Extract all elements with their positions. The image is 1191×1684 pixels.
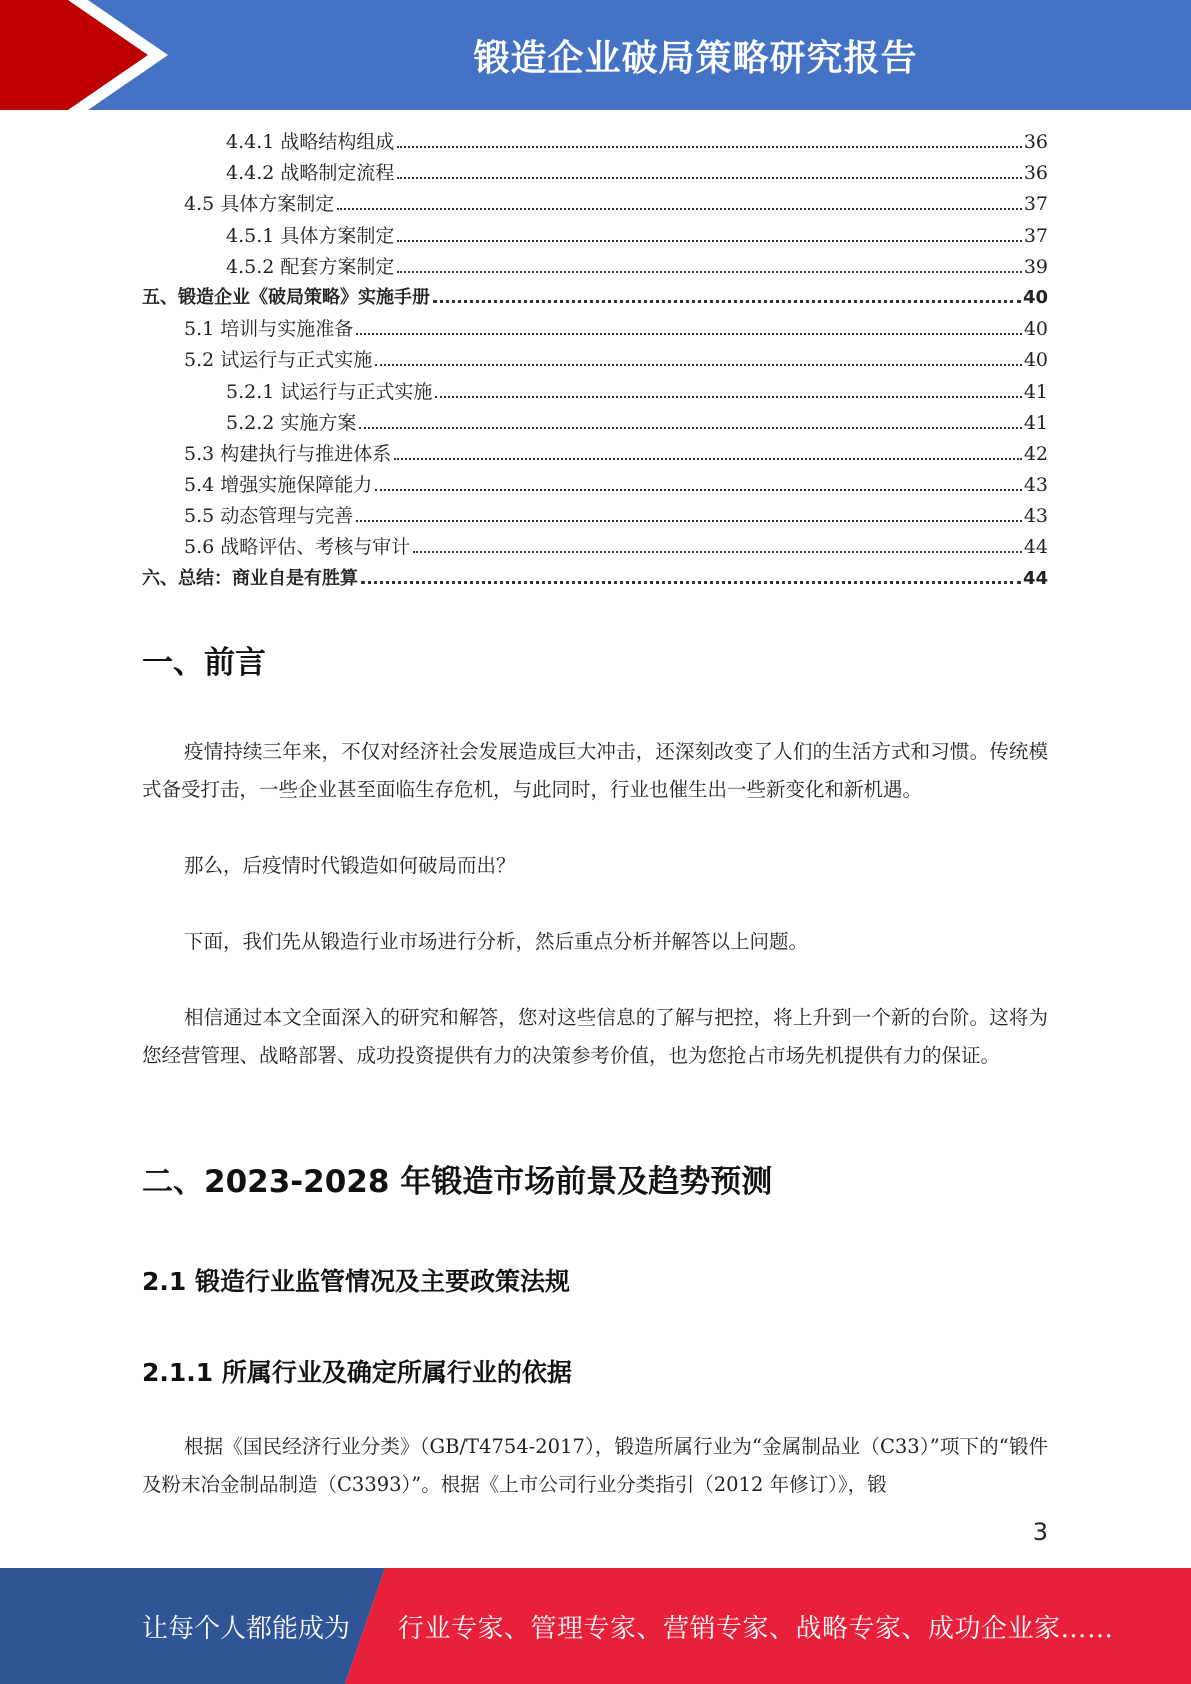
toc-leader-dots: [359, 427, 1021, 429]
paragraph-intro: 疫情持续三年来，不仅对经济社会发展造成巨大冲击，还深刻改变了人们的生活方式和习惯。传统模式备受打击，一些企业甚至面临生存危机，与此同时，行业也催生出一些新变化和新机遇。: [142, 740, 1048, 801]
toc-entry-page: 36: [1023, 162, 1048, 185]
toc-entry-page: 43: [1023, 505, 1048, 528]
toc-entry-page: 40: [1023, 318, 1048, 341]
toc-leader-dots: [397, 240, 1021, 242]
toc-leader-dots: [356, 520, 1022, 522]
toc-entry-label: 六、总结：商业自是有胜算: [142, 567, 358, 589]
toc-entry[interactable]: [142, 408, 1048, 439]
toc-entry[interactable]: [142, 501, 1048, 532]
toc-entry[interactable]: [142, 314, 1048, 345]
toc-entry-page: 44: [1022, 567, 1048, 589]
toc-leader-dots: [397, 177, 1021, 179]
toc-leader-dots: [375, 489, 1022, 491]
toc-entry-page: 40: [1023, 349, 1048, 372]
toc-entry[interactable]: [142, 283, 1048, 314]
toc-leader-dots: [361, 581, 1021, 584]
toc-entry-page: 44: [1023, 536, 1048, 559]
toc-entry[interactable]: [142, 377, 1048, 408]
toc-entry[interactable]: [142, 532, 1048, 563]
toc-entry-label: 5.1 培训与实施准备: [184, 318, 354, 341]
table-of-contents: [142, 127, 1048, 595]
toc-entry[interactable]: [142, 158, 1048, 189]
toc-entry[interactable]: [142, 127, 1048, 158]
toc-entry-page: 41: [1023, 411, 1048, 434]
paragraph-analysis: 下面，我们先从锻造行业市场进行分析，然后重点分析并解答以上问题。: [184, 930, 809, 953]
toc-entry-label: 5.2.2 实施方案: [226, 411, 357, 434]
paragraph-value: 相信通过本文全面深入的研究和解答，您对这些信息的了解与把控，将上升到一个新的台阶。这将为您经营管理、战略部署、成功投资提供有力的决策参考价值，也为您抢占市场先机提供有力的保证。: [142, 1006, 1048, 1067]
toc-entry[interactable]: [142, 221, 1048, 252]
toc-leader-dots: [337, 208, 1022, 210]
toc-entry-label: 5.2.1 试运行与正式实施: [226, 380, 433, 403]
toc-entry-page: 40: [1022, 286, 1048, 308]
heading-preface: 一、前言: [142, 645, 266, 681]
toc-entry[interactable]: [142, 564, 1048, 595]
header-title: 锻造企业破局策略研究报告: [473, 37, 918, 79]
toc-leader-dots: [356, 333, 1022, 335]
toc-entry[interactable]: [142, 189, 1048, 220]
footer-slogan-right: 行业专家、管理专家、营销专家、战略专家、成功企业家……: [398, 1613, 1114, 1644]
page-number: 3: [1032, 1518, 1048, 1546]
paragraph-industry-classification: 根据《国民经济行业分类》（GB/T4754-2017），锻造所属行业为“金属制品业（C33）”项下的“锻件及粉末冶金制品制造（C3393）”。根据《上市公司行业分类指引（2012 年修订）》，锻: [142, 1435, 1048, 1496]
toc-entry-page: 37: [1023, 224, 1048, 247]
toc-entry-label: 4.5 具体方案制定: [184, 193, 335, 216]
toc-entry-label: 4.5.2 配套方案制定: [226, 255, 395, 278]
toc-entry-page: 36: [1023, 131, 1048, 153]
toc-entry-label: 5.6 战略评估、考核与审计: [184, 536, 411, 559]
toc-leader-dots: [394, 458, 1022, 460]
toc-leader-dots: [375, 364, 1022, 366]
toc-entry-page: 39: [1023, 255, 1048, 278]
toc-entry[interactable]: [142, 345, 1048, 376]
toc-entry-page: 42: [1023, 442, 1048, 465]
paragraph-question: 那么，后疫情时代锻造如何破局而出？: [184, 854, 516, 877]
heading-section-2-1: 2.1 锻造行业监管情况及主要政策法规: [142, 1267, 570, 1296]
page-header: [0, 0, 1191, 110]
toc-entry-label: 5.5 动态管理与完善: [184, 505, 354, 528]
toc-entry-page: 43: [1023, 474, 1048, 497]
toc-entry[interactable]: [142, 439, 1048, 470]
heading-market-forecast: 二、2023-2028 年锻造市场前景及趋势预测: [142, 1164, 773, 1200]
toc-leader-dots: [413, 551, 1022, 553]
toc-entry-label: 4.4.1 战略结构组成: [226, 131, 395, 153]
toc-entry-label: 4.5.1 具体方案制定: [226, 224, 395, 247]
toc-entry-label: 4.4.2 战略制定流程: [226, 162, 395, 185]
toc-entry-label: 五、锻造企业《破局策略》实施手册: [142, 286, 430, 308]
toc-entry-page: 37: [1023, 193, 1048, 216]
toc-leader-dots: [433, 300, 1021, 303]
toc-entry[interactable]: [142, 252, 1048, 283]
footer-slogan-left: 让每个人都能成为: [142, 1613, 351, 1644]
heading-section-2-1-1: 2.1.1 所属行业及确定所属行业的依据: [142, 1358, 572, 1387]
toc-leader-dots: [397, 146, 1021, 148]
toc-entry-label: 5.3 构建执行与推进体系: [184, 442, 392, 465]
toc-entry-label: 5.2 试运行与正式实施: [184, 349, 373, 372]
toc-entry[interactable]: [142, 470, 1048, 501]
toc-leader-dots: [397, 271, 1021, 273]
header-chevron-decoration: [0, 0, 300, 110]
toc-entry-page: 41: [1023, 380, 1048, 403]
page-footer: [0, 1568, 1191, 1684]
toc-entry-label: 5.4 增强实施保障能力: [184, 474, 373, 497]
toc-leader-dots: [435, 396, 1021, 398]
